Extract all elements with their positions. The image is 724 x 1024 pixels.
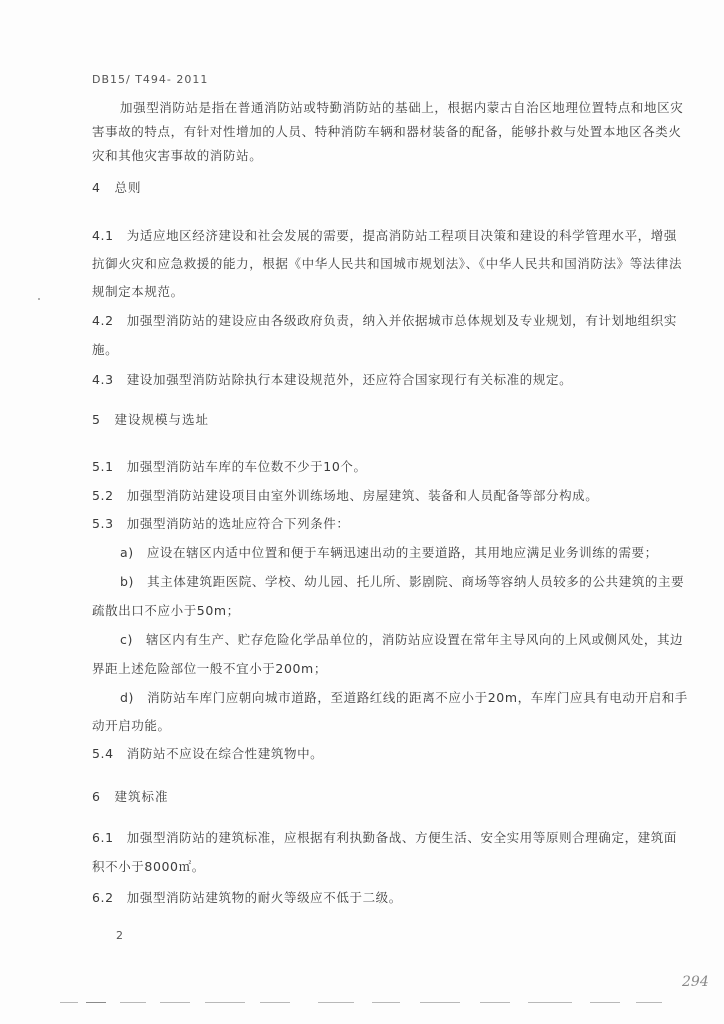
list-item-line: 界距上述危险部位一般不宜小于200m； [92, 661, 327, 676]
section-heading: 4 总则 [92, 180, 142, 195]
clause-line: 规制定本规范。 [92, 284, 184, 299]
intro-line: 加强型消防站是指在普通消防站或特勤消防站的基础上，根据内蒙古自治区地理位置特点和地区灾 [120, 100, 684, 115]
list-item-line: b) 其主体建筑距医院、学校、幼儿园、托儿所、影剧院、商场等容纳人员较多的公共建筑的主要 [120, 574, 685, 589]
list-item-line: 疏散出口不应小于50m； [92, 603, 240, 618]
clause-line: 6.1 加强型消防站的建筑标准，应根据有利执勤备战、方便生活、安全实用等原则合理确定，建筑面 [92, 830, 677, 845]
document-code: DB15/ T494- 2011 [92, 73, 209, 86]
section-heading: 5 建设规模与选址 [92, 412, 209, 427]
clause-line: 4.1 为适应地区经济建设和社会发展的需要，提高消防站工程项目决策和建设的科学管理水平，增强 [92, 228, 677, 243]
scan-speck [38, 298, 40, 300]
scan-edge-artifact [0, 1002, 724, 1008]
clause-line: 施。 [92, 342, 119, 357]
clause-line: 4.3 建设加强型消防站除执行本建设规范外，还应符合国家现行有关标准的规定。 [92, 372, 573, 387]
clause-line: 4.2 加强型消防站的建设应由各级政府负责，纳入并依据城市总体规划及专业规划，有计划地组织实 [92, 313, 677, 328]
clause-line: 积不小于8000㎡。 [92, 859, 205, 874]
clause-line: 5.3 加强型消防站的选址应符合下列条件： [92, 516, 350, 531]
clause-line: 5.1 加强型消防站车库的车位数不少于10个。 [92, 459, 367, 474]
list-item-line: c) 辖区内有生产、贮存危险化学品单位的，消防站应设置在常年主导风向的上风或侧风处，其边 [120, 632, 684, 647]
clause-line: 5.4 消防站不应设在综合性建筑物中。 [92, 746, 324, 761]
clause-line: 6.2 加强型消防站建筑物的耐火等级应不低于二级。 [92, 890, 402, 905]
intro-line: 害事故的特点，有针对性增加的人员、特种消防车辆和器材装备的配备，能够扑救与处置本地区各类火 [92, 124, 682, 139]
handwritten-page-mark: 294 [682, 974, 709, 990]
clause-line: 5.2 加强型消防站建设项目由室外训练场地、房屋建筑、装备和人员配备等部分构成。 [92, 488, 599, 503]
section-heading: 6 建筑标准 [92, 789, 169, 804]
list-item-line: 动开启功能。 [92, 718, 171, 733]
intro-line: 灾和其他灾害事故的消防站。 [92, 148, 263, 163]
list-item-line: d) 消防站车库门应朝向城市道路，至道路红线的距离不应小于20m，车库门应具有电动开启和手 [120, 690, 688, 705]
list-item-line: a) 应设在辖区内适中位置和便于车辆迅速出动的主要道路，其用地应满足业务训练的需要； [120, 545, 658, 560]
page-number: 2 [116, 929, 124, 942]
clause-line: 抗御火灾和应急救援的能力，根据《中华人民共和国城市规划法》、《中华人民共和国消防法》等法律法 [92, 256, 683, 271]
